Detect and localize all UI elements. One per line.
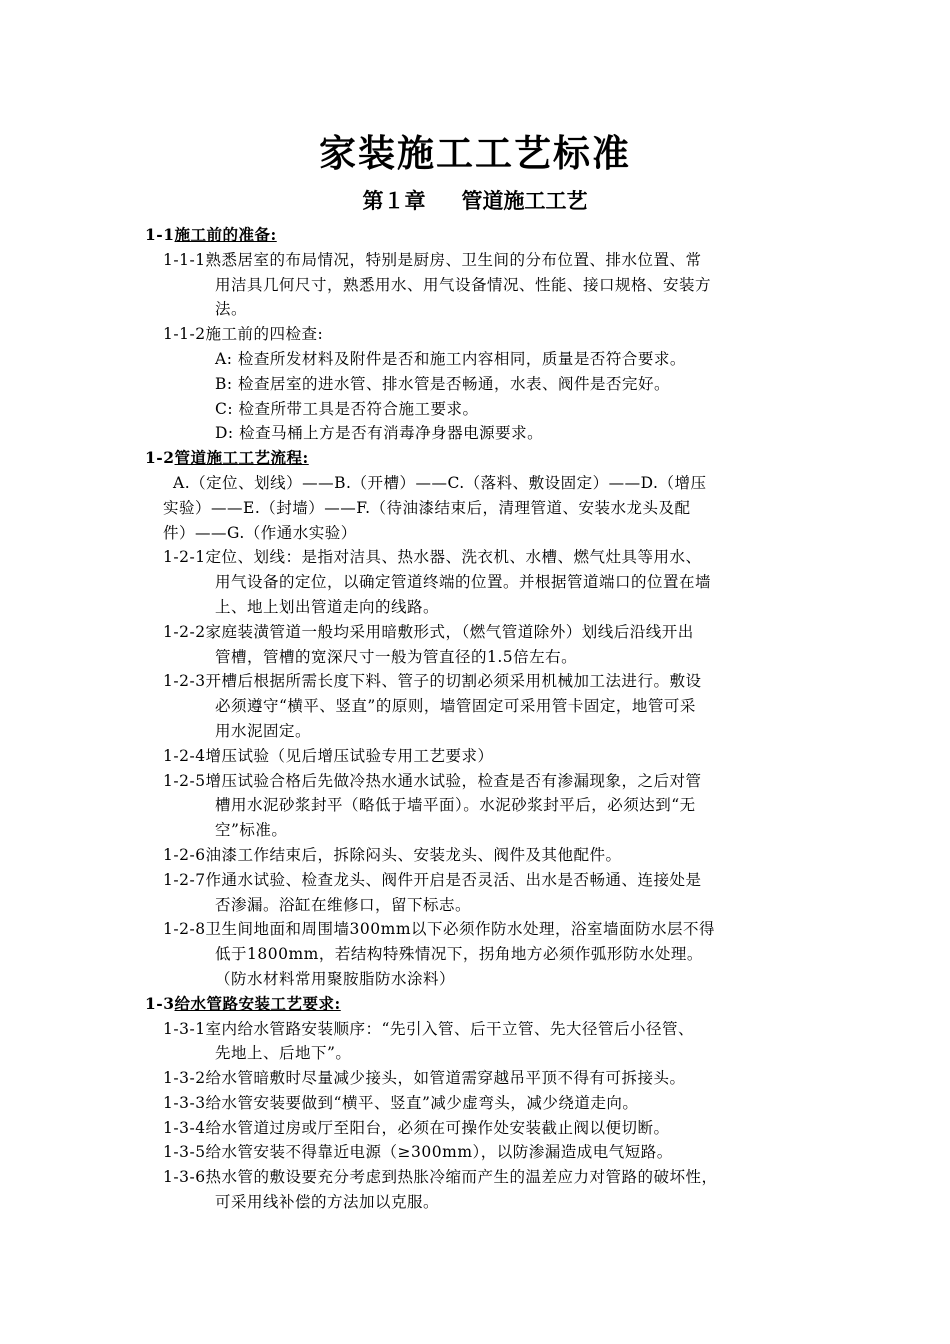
process-flow-line: 件）——G.（作通水实验） — [163, 523, 357, 542]
section-number: 1-2 — [145, 448, 175, 468]
clause-line: 1-1-1熟悉居室的布局情况，特别是厨房、卫生间的分布位置、排水位置、常 — [163, 250, 702, 269]
clause-line: 1-2-8卫生间地面和周围墙300mm以下必须作防水处理，浴室墙面防水层不得 — [163, 920, 716, 939]
chapter-title: 管道施工工艺 — [461, 188, 588, 213]
section-title: 施工前的准备: — [174, 225, 277, 244]
section-heading — [145, 992, 825, 1017]
clause-line: 1-2-7作通水试验、检查龙头、阀件开启是否灵活、出水是否畅通、连接处是 — [163, 870, 702, 889]
section-number: 1-1 — [145, 225, 175, 244]
document-title: 家装施工工艺标准 — [319, 131, 631, 175]
clause-line: 1-1-2施工前的四检查: — [163, 325, 324, 344]
checklist-item: B: 检查居室的进水管、排水管是否畅通，水表、阀件是否完好。 — [215, 374, 671, 393]
checklist-item: D: 检查马桶上方是否有消毒净身器电源要求。 — [215, 424, 544, 443]
clause-line: 1-2-3开槽后根据所需长度下料、管子的切割必须采用机械加工法进行。敷设 — [163, 672, 702, 691]
continuation-line: 低于1800mm，若结构特殊情况下，拐角地方必须作弧形防水处理。 — [215, 945, 703, 964]
clause-line: 1-3-4给水管道过房或厅至阳台，必须在可操作处安装截止阀以便切断。 — [163, 1118, 670, 1137]
clause-line: 1-3-3给水管安装要做到“横平、竖直”减少虚弯头，减少绕道走向。 — [163, 1093, 639, 1112]
process-flow-line: A.（定位、划线）——B.（开槽）——C.（落料、敷设固定）——D.（增压 — [173, 473, 707, 492]
clause-line: 1-2-6油漆工作结束后，拆除闷头、安装龙头、阀件及其他配件。 — [163, 845, 622, 864]
continuation-line: 上、地上划出管道走向的线路。 — [215, 597, 440, 616]
chapter-number: 第１章 — [362, 188, 426, 213]
continuation-line: 否渗漏。浴缸在维修口，留下标志。 — [215, 895, 472, 914]
clause-line: 1-2-1定位、划线：是指对洁具、热水器、洗衣机、水槽、燃气灶具等用水、 — [163, 548, 702, 567]
continuation-line: 法。 — [215, 300, 248, 319]
clause-line: 1-3-1室内给水管路安装顺序：“先引入管、后干立管、先大径管后小径管、 — [163, 1019, 694, 1038]
clause-line: 1-2-2家庭装潢管道一般均采用暗敷形式，（燃气管道除外）划线后沿线开出 — [163, 622, 694, 641]
section-heading — [145, 223, 825, 248]
clause-line: 1-3-6热水管的敷设要充分考虑到热胀冷缩而产生的温差应力对管路的破坏性， — [163, 1168, 718, 1187]
clause-line: 1-2-4增压试验（见后增压试验专用工艺要求） — [163, 746, 494, 765]
section-title: 管道施工工艺流程: — [174, 448, 309, 468]
checklist-item: A: 检查所发材料及附件是否和施工内容相同，质量是否符合要求。 — [215, 349, 686, 368]
continuation-line: 可采用线补偿的方法加以克服。 — [215, 1193, 440, 1212]
clause-line: 1-2-5增压试验合格后先做冷热水通水试验，检查是否有渗漏现象，之后对管 — [163, 771, 702, 790]
continuation-line: 用气设备的定位，以确定管道终端的位置。并根据管道端口的位置在墙 — [215, 573, 712, 592]
checklist-item: C: 检查所带工具是否符合施工要求。 — [215, 399, 479, 418]
chapter-heading — [0, 185, 950, 217]
continuation-line: 槽用水泥砂浆封平（略低于墙平面）。水泥砂浆封平后，必须达到“无 — [215, 796, 696, 815]
clause-line: 1-3-5给水管安装不得靠近电源（≥300mm），以防渗漏造成电气短路。 — [163, 1143, 673, 1162]
continuation-line: 用洁具几何尺寸，熟悉用水、用气设备情况、性能、接口规格、安装方 — [215, 275, 712, 294]
clause-line: 1-3-2给水管暗敷时尽量减少接头，如管道需穿越吊平顶不得有可拆接头。 — [163, 1069, 686, 1088]
continuation-line: 用水泥固定。 — [215, 721, 312, 740]
continuation-line: 管槽，管槽的宽深尺寸一般为管直径的1.5倍左右。 — [215, 647, 578, 666]
continuation-line: 必须遵守“横平、竖直”的原则，墙管固定可采用管卡固定，地管可采 — [215, 697, 696, 716]
continuation-line: 空”标准。 — [215, 821, 288, 840]
section-heading — [145, 446, 825, 471]
section-number: 1-3 — [145, 993, 175, 1013]
section-title: 给水管路安装工艺要求: — [174, 993, 341, 1013]
process-flow-line: 实验）——E.（封墙）——F.（待油漆结束后，清理管道、安装水龙头及配 — [163, 498, 691, 517]
continuation-line: （防水材料常用聚胺脂防水涂料） — [215, 969, 456, 988]
continuation-line: 先地上、后地下”。 — [215, 1044, 352, 1063]
document-body — [145, 223, 825, 1215]
